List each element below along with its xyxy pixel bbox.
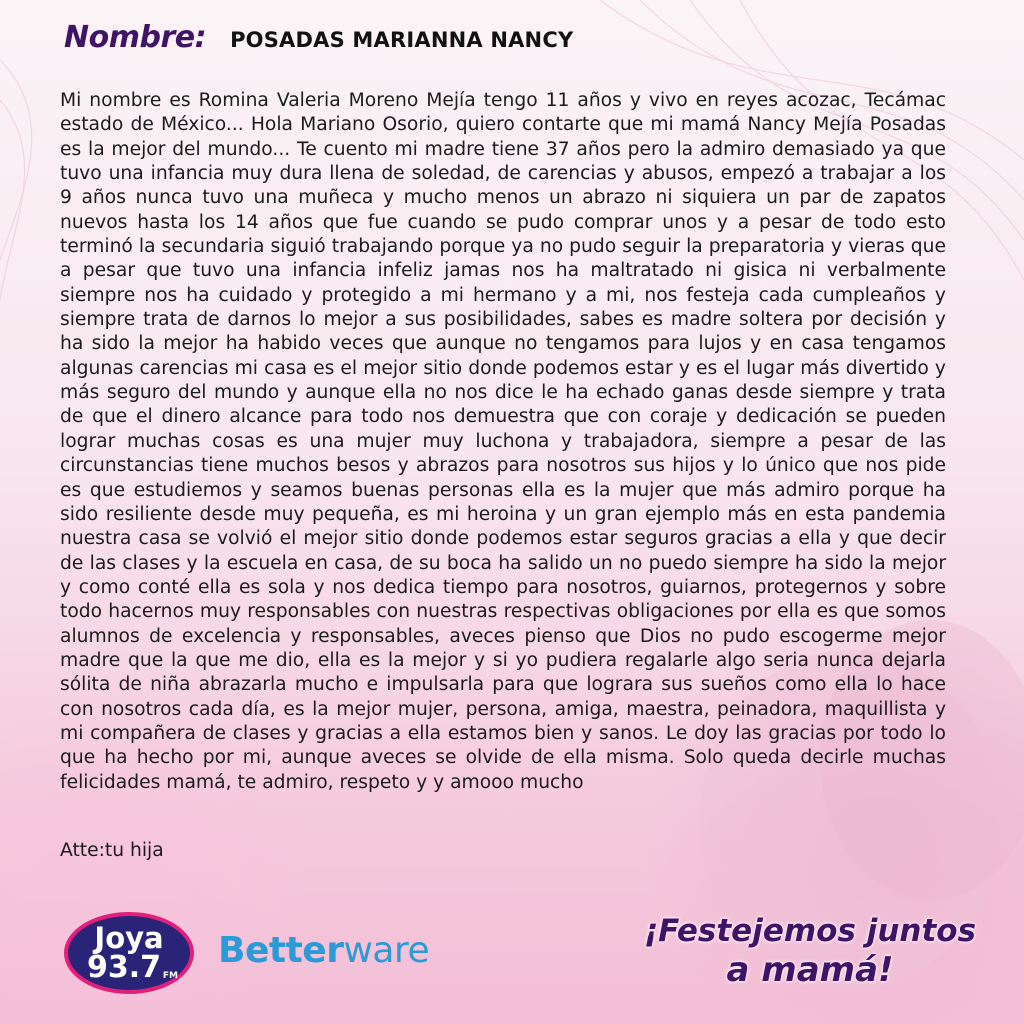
letter-signature: Atte:tu hija xyxy=(60,840,164,861)
participant-name: POSADAS MARIANNA NANCY xyxy=(230,28,574,52)
slogan xyxy=(630,912,990,990)
slogan-line-1: ¡Festejemos juntos xyxy=(643,913,977,949)
joya-logo-name: Joya xyxy=(94,921,164,955)
slogan-line-2: a mamá! xyxy=(726,950,894,990)
betterware-logo-part2: ware xyxy=(343,930,430,971)
letter-body: Mi nombre es Romina Valeria Moreno Mejía tengo 11 años y vivo en reyes acozac, Tecámac estado de México... Hola Mariano Osorio, quiero contarte que mi mamá Nancy Mejía Posadas es la mejor del mundo... Te cuento mi madre tiene 37 años pero la admiro demasiado ya que tuvo una infancia muy dura llena de soledad, de carencias y abusos, empezó a trabajar a los 9 años nunca tuvo una muñeca y mucho menos un abrazo ni siquiera un par de zapatos nuevos hasta los 14 años que fue cuando se pudo comprar unos y a pesar de todo esto terminó la secundaria siguió trabajando porque ya no pudo seguir la preparatoria y vieras que a pesar que tuvo una infancia infeliz jamas nos ha maltratado ni gisica ni verbalmente siempre nos ha cuidado y protegido a mi hermano y a mi, nos festeja cada cumpleaños y siempre trata de darnos lo mejor a sus posibilidades, sabes es madre soltera por decisión y ha sido la mejor ha habido veces que aunque no tengamos para lujos y en casa tengamos algunas carencias mi casa es el mejor sitio donde podemos estar y es el lugar más divertido y más seguro del mundo y aunque ella no nos dice le ha echado ganas desde siempre y trata de que el dinero alcance para todo nos demuestra que con coraje y dedicación se pueden lograr muchas cosas es una mujer muy luchona y trabajadora, siempre a pesar de las circunstancias tiene muchos besos y abrazos para nosotros sus hijos y lo único que nos pide es que estudiemos y seamos buenas personas ella es la mujer que más admiro porque ha sido resiliente desde muy pequeña, es mi heroina y un gran ejemplo más en esta pandemia nuestra casa se volvió el mejor sitio donde podemos estar seguros gracias a ella y que decir de las clases y la escuela en casa, de su boca ha salido un no puedo siempre ha sido la mejor y como conté ella es sola y nos dedica tiempo para nosotros, guiarnos, protegernos y sobre todo hacernos muy responsables con nuestras respectivas obligaciones por ella es que somos alumnos de excelencia y responsables, aveces pienso que Dios no pudo escogerme mejor madre que la que me dio, ella es la mejor y si yo pudiera regalarle algo seria nunca dejarla sólita de niña abrazarla mucho e impulsarla para que lograra sus sueños como ella lo hace con nosotros cada día, es la mejor mujer, persona, amiga, maestra, peinadora, maquillista y mi compañera de clases y gracias a ella estamos bien y sanos. Le doy las gracias por todo lo que ha hecho por mi, aunque aveces se olvide de ella misma. Solo queda decirle muchas felicidades mamá, te admiro, respeto y y amooo mucho xyxy=(60,90,946,793)
header xyxy=(64,20,573,55)
name-label: Nombre: xyxy=(64,20,207,55)
joya-937-logo xyxy=(64,912,194,994)
joya-logo-fm: FM xyxy=(162,971,178,981)
betterware-logo xyxy=(218,930,429,971)
betterware-logo-part1: Better xyxy=(218,930,344,971)
joya-logo-frequency: 93.7 xyxy=(86,950,162,985)
